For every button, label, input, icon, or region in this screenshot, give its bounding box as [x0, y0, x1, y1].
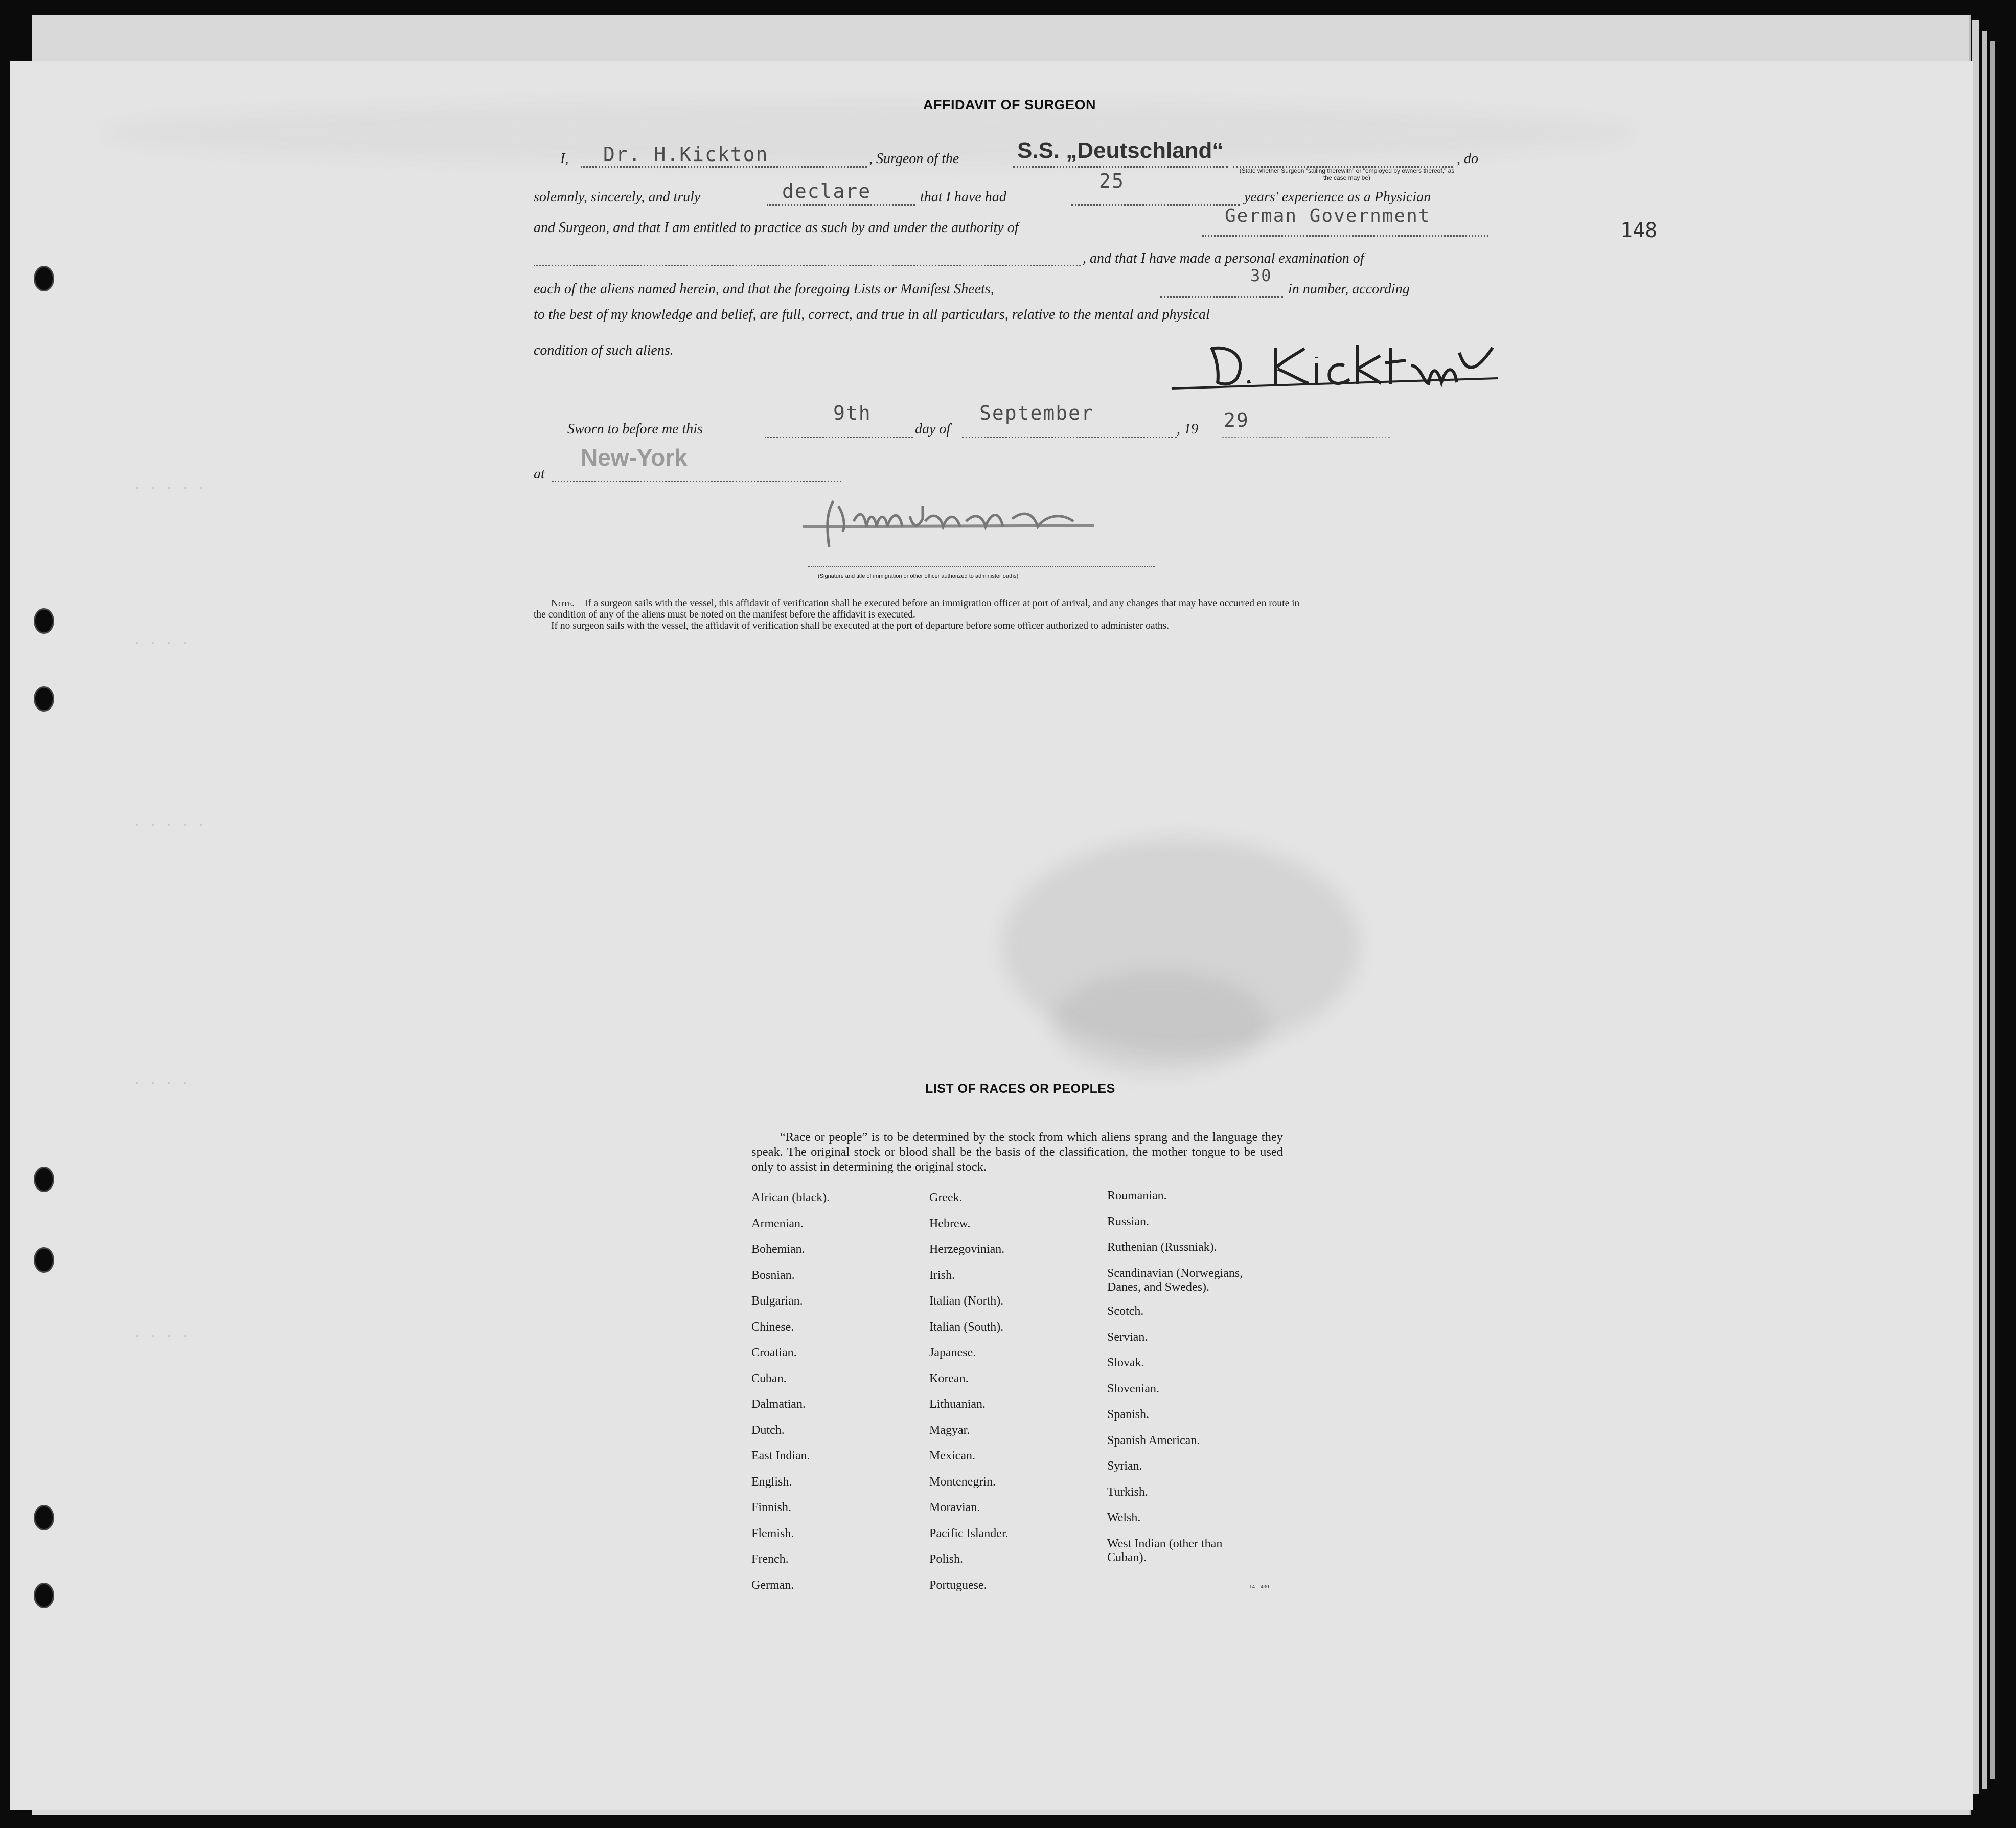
in-number-label: in number, according — [1288, 281, 1410, 297]
solemnly-label: solemnly, sincerely, and truly — [534, 189, 701, 205]
condition-label: condition of such aliens. — [534, 342, 674, 358]
race-item: Ruthenian (Russniak). — [1107, 1241, 1217, 1254]
declare-line — [767, 204, 915, 206]
race-item: Italian (North). — [929, 1294, 1004, 1308]
authority-line — [1202, 235, 1488, 237]
race-item: Bulgarian. — [751, 1294, 803, 1308]
race-item: Lithuanian. — [929, 1398, 986, 1411]
race-item: Croatian. — [751, 1346, 797, 1359]
surgeon-authority-label: and Surgeon, and that I am entitled to practice as such by and under the authority of — [534, 220, 1019, 236]
year-prefix: , 19 — [1177, 421, 1198, 437]
sworn-month: September — [979, 402, 1094, 424]
note-line-2: the condition of any of the aliens must be noted on the manifest before the affidavit is executed. — [534, 609, 915, 620]
place-line — [552, 481, 841, 482]
officer-caption: (Signature and title of immigration or other officer authorized to administer oaths) — [818, 573, 1019, 579]
race-item: Italian (South). — [929, 1320, 1004, 1334]
race-item: Armenian. — [751, 1217, 804, 1230]
races-title: LIST OF RACES OR PEOPLES — [925, 1082, 1115, 1096]
race-item: Spanish American. — [1107, 1433, 1200, 1447]
ship-line — [1013, 166, 1228, 168]
do-label: , do — [1457, 151, 1478, 167]
each-alien-label: each of the aliens named herein, and that the foregoing Lists or Manifest Sheets, — [534, 281, 994, 297]
race-item: Magyar. — [929, 1423, 970, 1437]
race-item: African (black). — [751, 1191, 830, 1204]
at-label: at — [534, 466, 545, 482]
officer-signature — [797, 491, 1125, 552]
sworn-label: Sworn to before me this — [567, 421, 703, 437]
ship-name-stamp: S.S. „Deutschland“ — [1017, 138, 1224, 163]
document-page — [10, 61, 1973, 1810]
surgeon-of-label: , Surgeon of the — [869, 151, 959, 167]
race-item: Russian. — [1107, 1215, 1150, 1228]
race-item: Bosnian. — [751, 1268, 795, 1282]
authority-continued-line — [534, 265, 1081, 266]
race-item: Roumanian. — [1107, 1189, 1167, 1202]
note-text-1: —If a surgeon sails with the vessel, this affidavit of verification shall be executed before an immigration officer at port of arrival, and any changes that may have occurred en route in — [575, 598, 1300, 609]
race-item: Portuguese. — [929, 1578, 987, 1592]
page-edge — [1972, 20, 1979, 1794]
race-item: Moravian. — [929, 1501, 980, 1514]
sworn-day-line — [765, 437, 913, 438]
form-number: 14—430 — [1249, 1584, 1269, 1590]
race-item: Dalmatian. — [751, 1398, 806, 1411]
race-item: English. — [751, 1475, 792, 1489]
note-line-1 — [551, 598, 1299, 609]
years-value: 25 — [1099, 170, 1125, 192]
have-had-label: that I have had — [920, 189, 1006, 205]
name-line — [581, 166, 867, 168]
page-edge — [1990, 41, 1995, 1779]
binder-hole — [34, 1167, 54, 1192]
surgeon-name: Dr. H.Kickton — [603, 143, 769, 166]
sworn-month-line — [962, 437, 1177, 438]
race-item: Korean. — [929, 1372, 969, 1385]
note-label: Note. — [551, 598, 575, 609]
page-edge — [1982, 31, 1987, 1789]
race-item: East Indian. — [751, 1449, 810, 1463]
stain — [1053, 971, 1268, 1073]
day-of-label: day of — [915, 421, 951, 437]
personal-exam-label: , and that I have made a personal examination of — [1083, 250, 1364, 266]
race-item: Servian. — [1107, 1330, 1148, 1344]
ghost-mark: · · · · · — [133, 481, 205, 496]
sheets-line — [1160, 296, 1283, 298]
race-item: Polish. — [929, 1552, 964, 1566]
declare-value: declare — [782, 180, 872, 202]
race-item: Bohemian. — [751, 1243, 805, 1256]
sworn-day: 9th — [833, 402, 872, 424]
note-line-3: If no surgeon sails with the vessel, the affidavit of verification shall be executed at the port of departure before some officer authorized to administer oaths. — [551, 621, 1170, 631]
race-item: Irish. — [929, 1268, 955, 1282]
race-item: Pacific Islander. — [929, 1526, 1009, 1540]
officer-signature-line — [808, 566, 1155, 567]
binder-hole — [34, 1505, 54, 1530]
race-item: Spanish. — [1107, 1408, 1150, 1421]
race-item: Greek. — [929, 1191, 963, 1204]
race-item: Slovenian. — [1107, 1382, 1159, 1396]
binder-hole — [34, 1247, 54, 1273]
race-item: Flemish. — [751, 1526, 794, 1540]
race-item: Turkish. — [1107, 1485, 1148, 1499]
race-item: Scotch. — [1107, 1305, 1144, 1318]
race-item: Dutch. — [751, 1423, 785, 1437]
race-item: Chinese. — [751, 1320, 794, 1334]
race-item: Welsh. — [1107, 1511, 1141, 1524]
sheets-value: 30 — [1250, 266, 1272, 285]
race-item: German. — [751, 1578, 794, 1592]
binder-hole — [34, 1583, 54, 1608]
race-item: Mexican. — [929, 1449, 975, 1463]
binder-hole — [34, 608, 54, 634]
ghost-mark: · · · · · — [133, 818, 205, 833]
years-experience-label: years' experience as a Physician — [1244, 189, 1431, 205]
race-item: Hebrew. — [929, 1217, 971, 1230]
affidavit-title: AFFIDAVIT OF SURGEON — [923, 97, 1096, 112]
race-item: Scandinavian (Norwegians, Danes, and Swedes). — [1107, 1266, 1243, 1294]
page-number: 148 — [1620, 219, 1658, 242]
ghost-mark: · · · · — [133, 636, 189, 651]
sworn-year: 29 — [1224, 409, 1249, 431]
race-item: Cuban. — [751, 1372, 787, 1385]
sworn-place-stamp: New-York — [581, 444, 688, 471]
ghost-mark: · · · · — [133, 1076, 189, 1091]
ghost-mark: · · · · — [133, 1329, 189, 1344]
races-intro: “Race or people” is to be determined by the stock from which aliens sprang and the language they speak. The original stock or blood shall be the basis of the classification, the mother tongue to be used only to assist in determining the original stock. — [751, 1130, 1283, 1174]
binder-hole — [34, 266, 54, 291]
race-item: French. — [751, 1552, 789, 1566]
knowledge-label: to the best of my knowledge and belief, are full, correct, and true in all particulars, relative to the mental and physical — [534, 307, 1210, 323]
race-item: Finnish. — [751, 1501, 792, 1514]
binder-hole — [34, 686, 54, 712]
race-item: Syrian. — [1107, 1459, 1142, 1473]
surgeon-signature — [1171, 337, 1508, 394]
race-item: Herzegovinian. — [929, 1243, 1005, 1256]
years-line — [1071, 204, 1240, 206]
race-item: Japanese. — [929, 1346, 976, 1359]
i-label: I, — [560, 151, 569, 167]
race-item: West Indian (other than Cuban). — [1107, 1537, 1223, 1564]
authority-value: German Government — [1225, 205, 1431, 226]
race-item: Montenegrin. — [929, 1475, 996, 1489]
surgeon-status-note: (State whether Surgeon "sailing therewith" or "employed by owners thereof," as the case may be) — [1239, 167, 1455, 181]
race-item: Slovak. — [1107, 1356, 1144, 1369]
year-line — [1222, 437, 1390, 438]
